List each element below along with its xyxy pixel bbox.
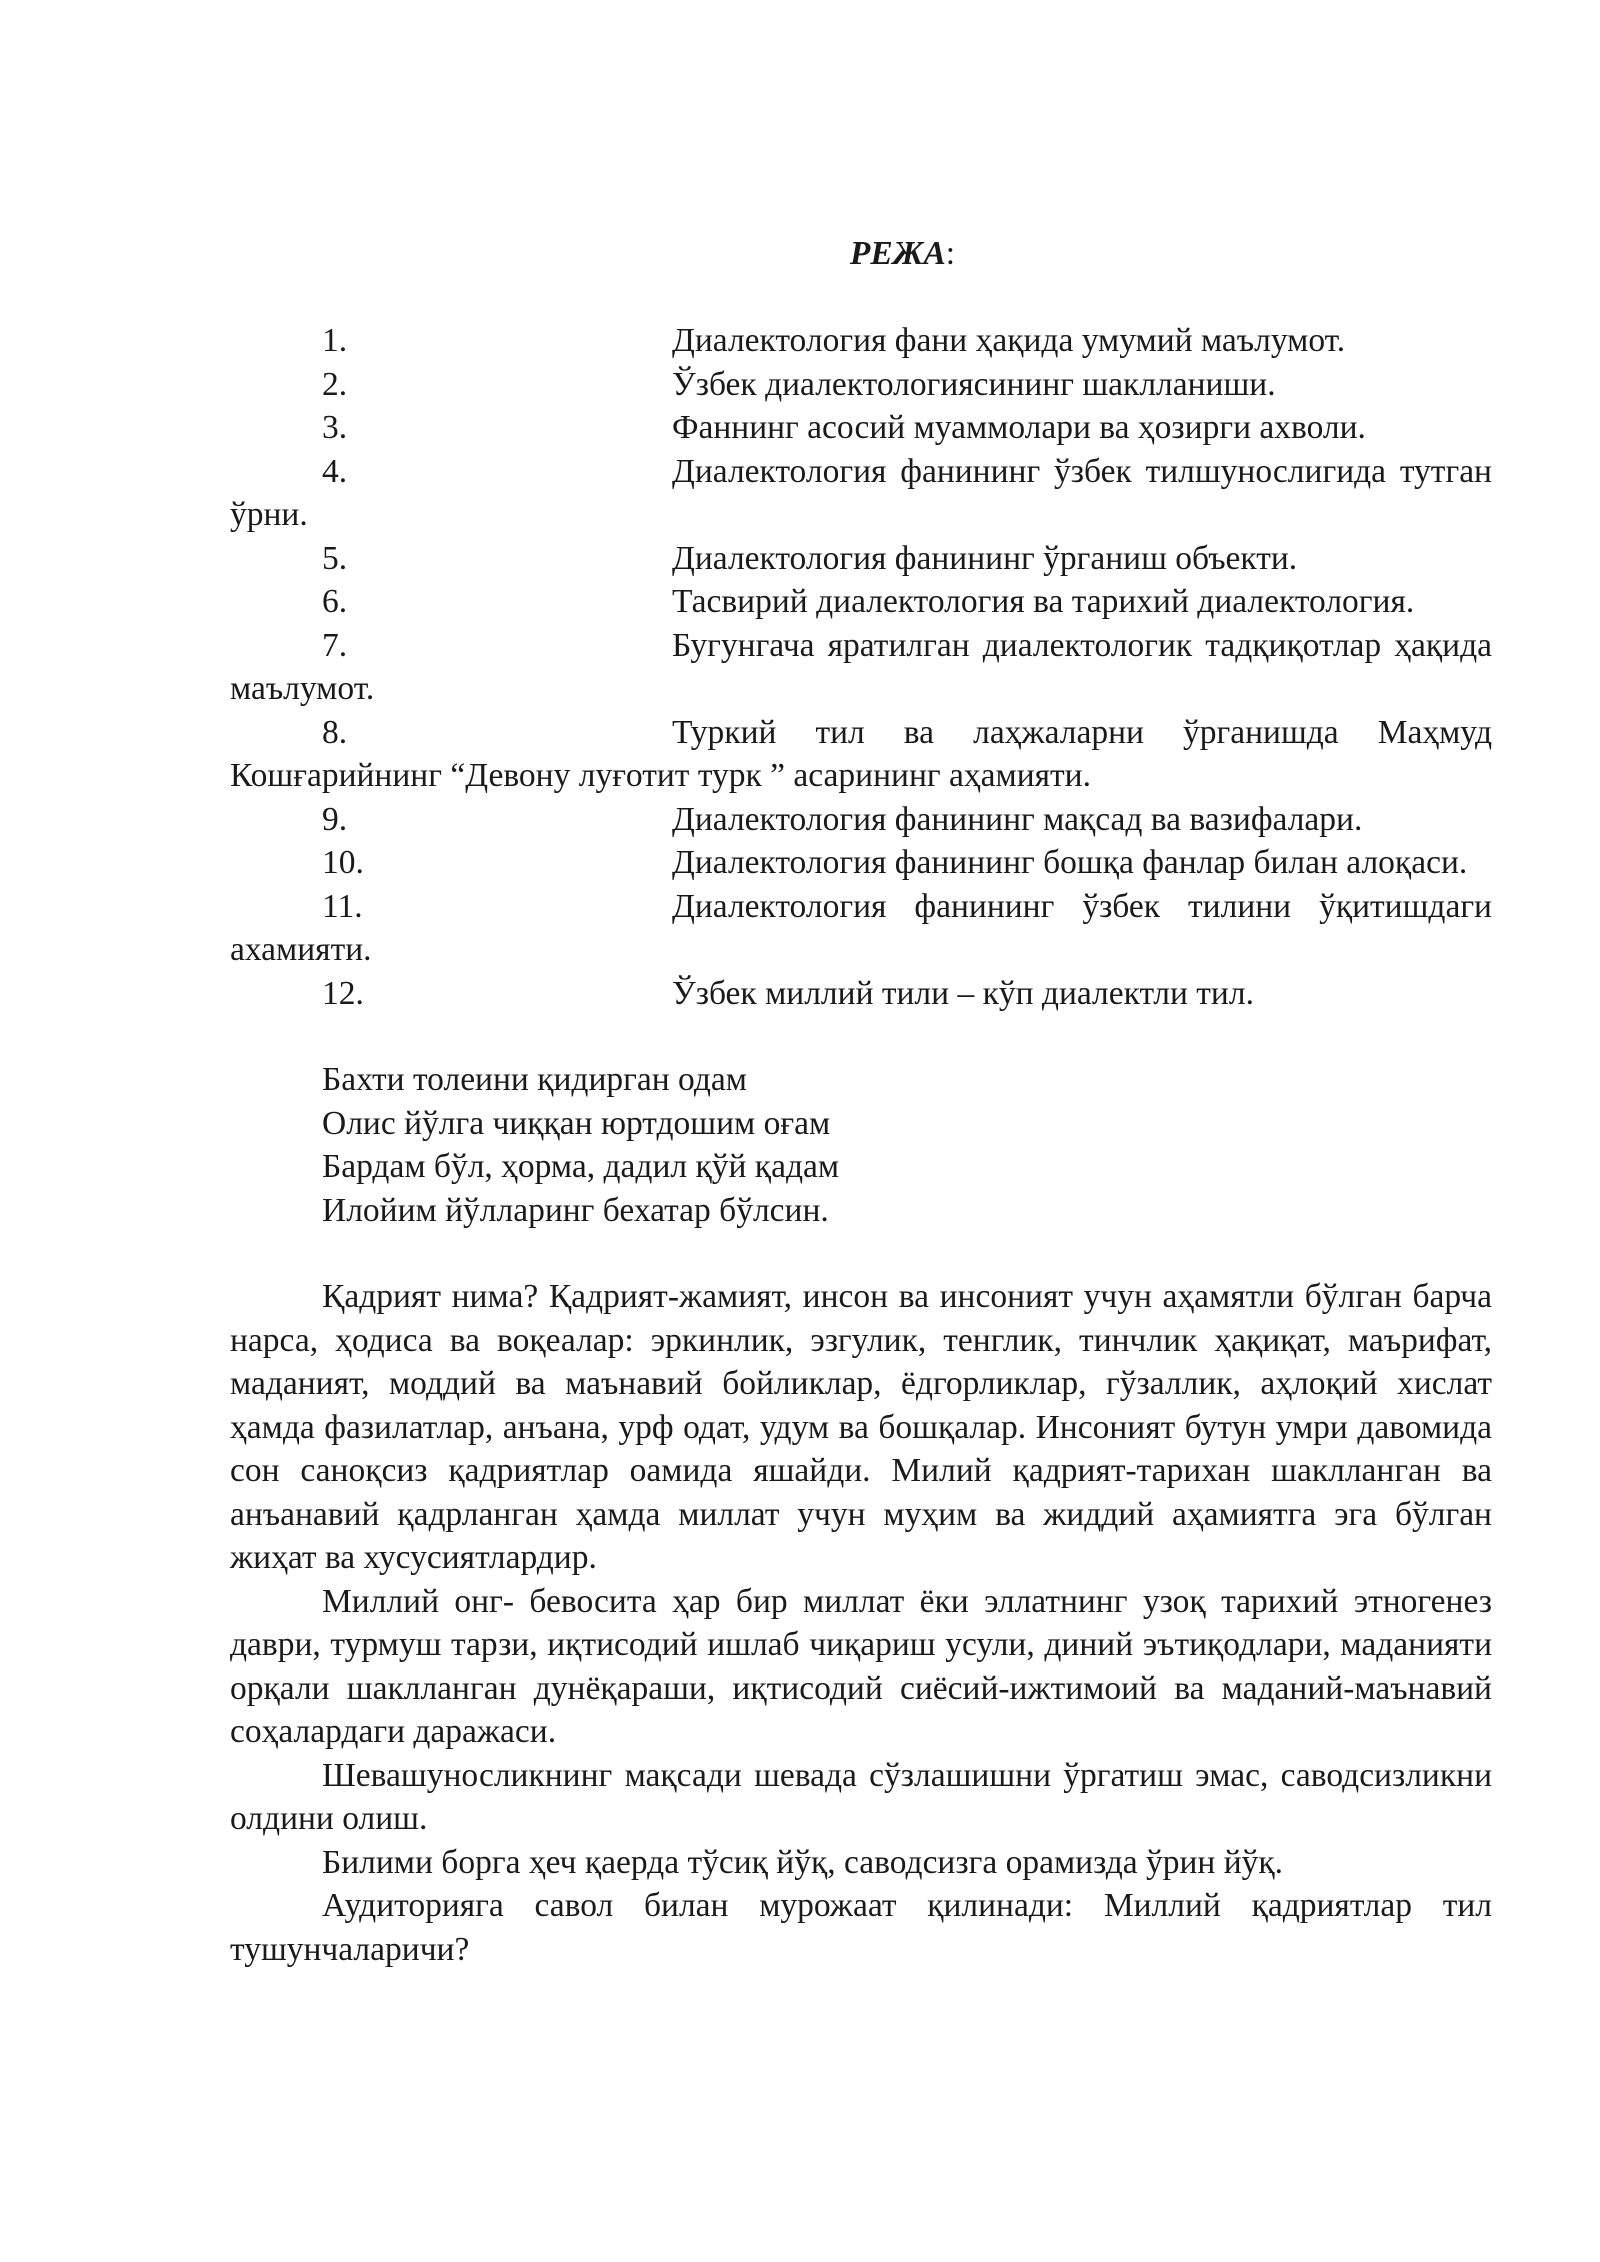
plan-heading-text: РЕЖА (849, 235, 946, 272)
plan-item-number: 11. (322, 887, 363, 925)
plan-item-text: Тасвирий диалектология ва тарихий диалектология. (672, 583, 1415, 620)
plan-item-number: 6. (322, 583, 348, 620)
plan-heading-colon: : (945, 235, 956, 272)
plan-item-text: Диалектология фанининг ўрганиш объекти. (672, 539, 1298, 577)
plan-item (230, 406, 1492, 450)
plan-item (230, 841, 1492, 885)
plan-item (230, 319, 1492, 363)
plan-item-text: Диалектология фанининг бошқа фанлар билан алоқаси. (672, 844, 1468, 881)
plan-item-text: Диалектология фани ҳақида умумий маълумот. (672, 322, 1346, 359)
plan-item-text: Туркий тил ва лаҳжаларни ўрганишда Маҳмуд Кошғарийнинг “Девону луғотит турк ” асарининг аҳамияти. (230, 713, 1492, 794)
paragraph: Билими борга ҳеч қаерда тўсиқ йўқ, саводсизга орамизда ўрин йўқ. (322, 1843, 1284, 1881)
plan-item-text: Ўзбек миллий тили – кўп диалектли тил. (672, 974, 1254, 1012)
plan-item (230, 972, 1492, 1016)
poem-line: Бардам бўл, ҳорма, дадил қўй қадам (322, 1148, 840, 1185)
plan-item-number: 7. (322, 626, 348, 664)
paragraph: Шевашуносликнинг мақсади шевада сўзлашишни ўргатиш эмас, саводсизликни олдини олиш. (230, 1756, 1492, 1837)
paragraph: Аудиторияга савол билан мурожаат қилинади: Миллий қадриятлар тил тушунчаларичи? (230, 1887, 1492, 1968)
poem-line: Илойим йўлларинг бехатар бўлсин. (322, 1191, 829, 1229)
plan-item-number: 8. (322, 713, 348, 751)
plan-item-number: 3. (322, 409, 348, 446)
paragraph: Қадрият нима? Қадрият-жамият, инсон ва инсоният учун аҳамятли бўлган барча нарса, ҳодиса ва воқеалар: эркинлик, эзгулик, тенглик, тинчлик ҳақиқат, маърифат, маданият, моддий ва маънавий бойликлар, ёдгорликлар, гўзаллик, аҳлоқий хислат ҳамда фазилатлар, анъана, урф одат, удум ва бошқалар. Инсоният бутун умри давомида сон саноқсиз қадриятлар оамида яшайди. Милий қадрият-тарихан шаклланган ва анъанавий қадрланган ҳамда миллат учун муҳим ва жиддий аҳамиятга эга бўлган жиҳат ва хусусиятлардир. (230, 1278, 1492, 1576)
plan-item-number: 10. (322, 844, 364, 881)
plan-item-number: 1. (322, 322, 348, 359)
plan-item-number: 5. (322, 539, 348, 577)
body-text (230, 1275, 1492, 1971)
plan-item (230, 450, 1492, 537)
plan-item-number: 4. (322, 452, 348, 490)
plan-item-text: Диалектология фанининг мақсад ва вазифалари. (672, 800, 1363, 838)
plan-item-number: 2. (322, 365, 348, 403)
plan-item (230, 798, 1492, 842)
plan-item-text: Диалектология фанининг ўзбек тилшунослигида тутган ўрни. (230, 452, 1492, 533)
poem-line: Бахти толеини қидирган одам (322, 1061, 747, 1098)
plan-item-text: Ўзбек диалектологиясининг шаклланиши. (672, 365, 1276, 403)
plan-item (230, 885, 1492, 972)
poem-line: Олис йўлга чиққан юртдошим оғам (322, 1104, 831, 1142)
plan-heading (229, 232, 1492, 276)
document-page (230, 232, 1492, 1971)
plan-item-number: 9. (322, 800, 348, 838)
plan-item-number: 12. (322, 974, 364, 1012)
paragraph: Миллий онг- бевосита ҳар бир миллат ёки эллатнинг узоқ тарихий этногенез даври, турмуш тарзи, иқтисодий ишлаб чиқариш усули, диний эътиқодлари, маданияти орқали шаклланган дунёқараши, иқтисодий сиёсий-ижтимоий ва маданий-маънавий соҳалардаги даражаси. (230, 1582, 1492, 1750)
plan-item-text: Бугунгача яратилган диалектологик тадқиқотлар ҳақида маълумот. (230, 626, 1492, 707)
plan-item-text: Фаннинг асосий муаммолари ва ҳозирги ахволи. (672, 409, 1366, 446)
plan-item (230, 711, 1492, 798)
plan-list (230, 319, 1492, 1015)
plan-item-text: Диалектология фанининг ўзбек тилини ўқитишдаги ахамияти. (230, 887, 1492, 968)
plan-item (230, 580, 1492, 624)
poem-block (230, 1058, 1492, 1232)
plan-item (230, 363, 1492, 407)
plan-item (230, 537, 1492, 581)
plan-item (230, 624, 1492, 711)
